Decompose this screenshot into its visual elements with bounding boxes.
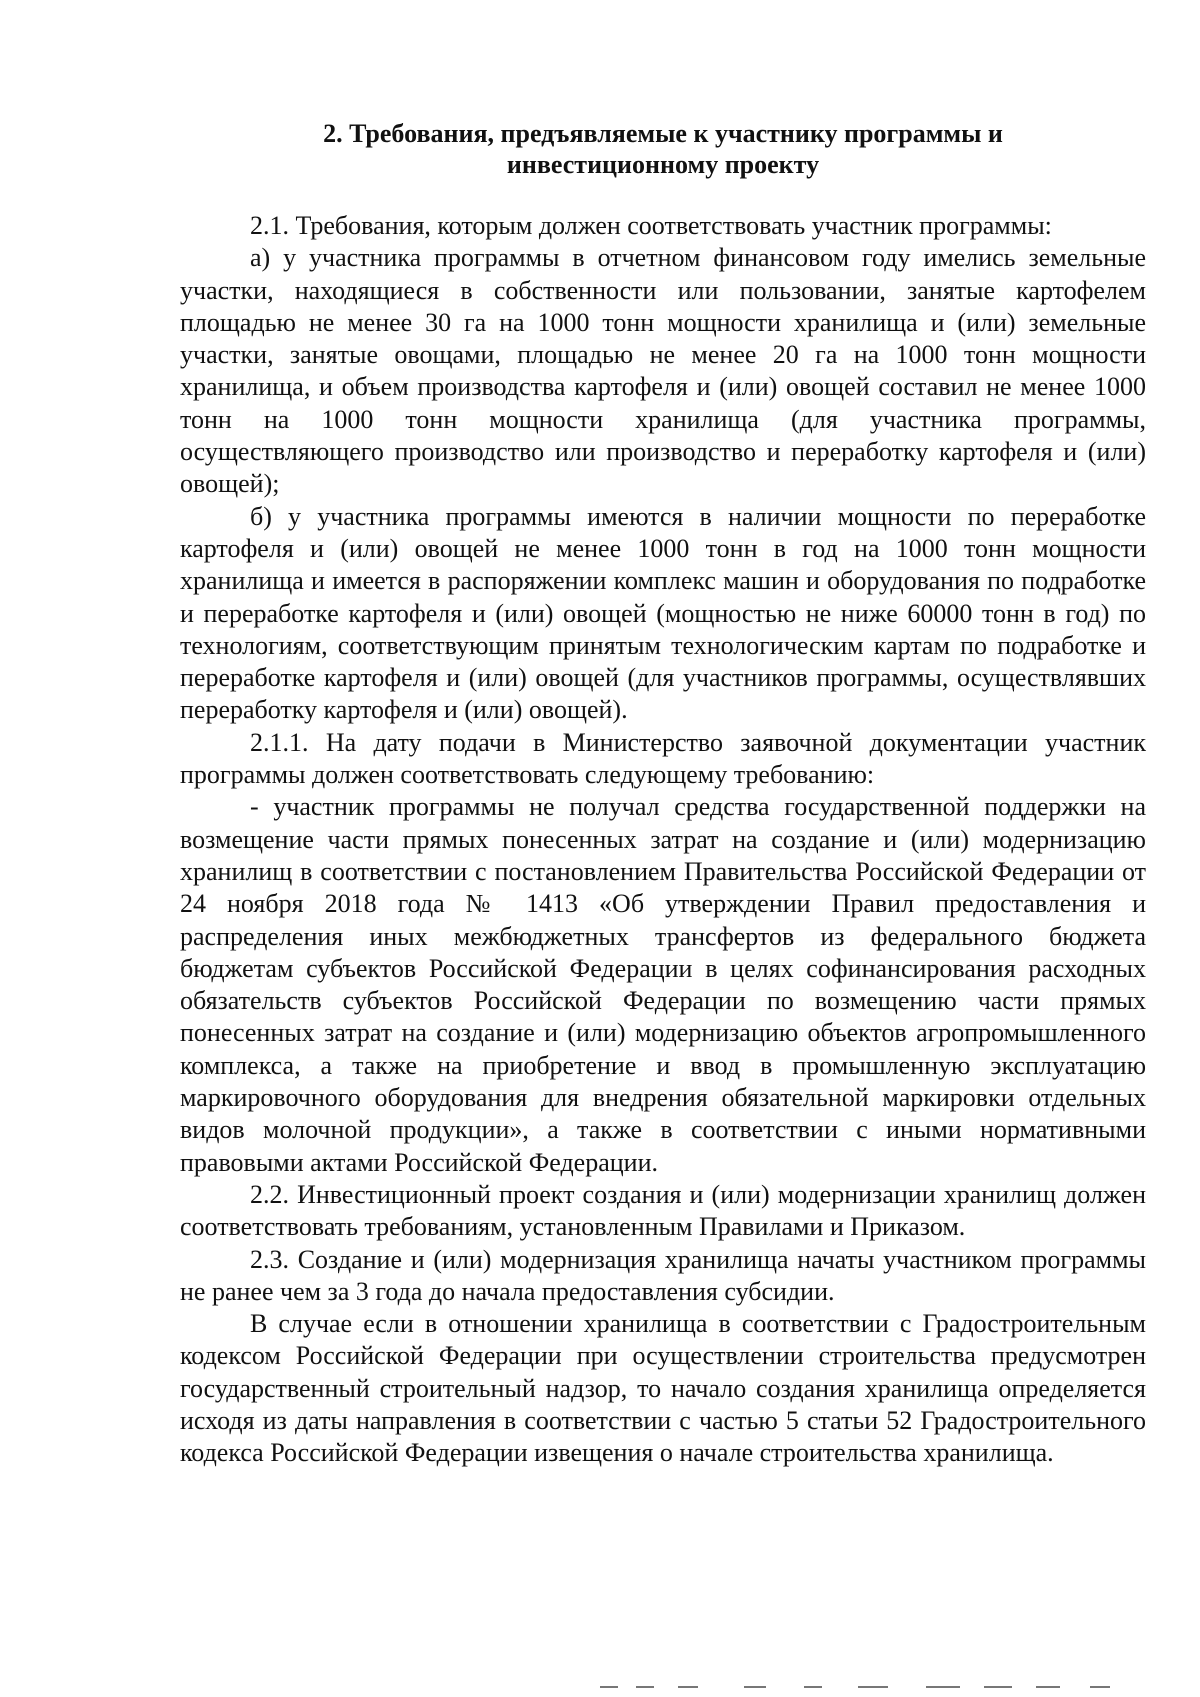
paragraph-2-2: 2.2. Инвестиционный проект создания и (или) модернизации хранилищ должен соответствовать требованиям, установленным Правилами и Приказом. bbox=[180, 1179, 1146, 1242]
document-body bbox=[180, 118, 1146, 1470]
paragraph-construction-start: В случае если в отношении хранилища в соответствии с Градостроительным кодексом Российской Федерации при осуществлении строительства предусмотрен государственный строительный надзор, то начало создания хранилища определяется исходя из даты направления в соответствии с частью 5 статьи 52 Градостроительного кодекса Российской Федерации извещения о начале строительства хранилища. bbox=[180, 1309, 1146, 1468]
section-heading-line-2: инвестиционному проекту bbox=[506, 150, 820, 179]
paragraph-2-1: 2.1. Требования, которым должен соответствовать участник программы: bbox=[250, 211, 1052, 240]
scan-footer-marks bbox=[600, 1686, 1160, 1690]
paragraph-2-1-a: а) у участника программы в отчетном финансовом году имелись земельные участки, находящиеся в собственности или пользовании, занятые картофелем площадью не менее 30 га на 1000 тонн мощности хранилища и (или) земельные участки, занятые овощами, площадью не менее 20 га на 1000 тонн мощности хранилища, и объем производства картофеля и (или) овощей составил не менее 1000 тонн на 1000 тонн мощности хранилища (для участника программы, осуществляющего производство или производство и переработку картофеля и (или) овощей); bbox=[180, 243, 1146, 499]
section-heading bbox=[180, 118, 1146, 180]
paragraph-2-1-1-requirement: - участник программы не получал средства государственной поддержки на возмещение части прямых понесенных затрат на создание и (или) модернизацию хранилищ в соответствии с постановлением Правительства Российской Федерации от 24 ноября 2018 года № 1413 «Об утверждении Правил предоставления и распределения иных межбюджетных трансфертов из федерального бюджета бюджетам субъектов Российской Федерации в целях софинансирования расходных обязательств субъектов Российской Федерации по возмещению части прямых понесенных затрат на создание и (или) модернизацию объектов агропромышленного комплекса, а также на приобретение и ввод в промышленную эксплуатацию маркировочного оборудования для внедрения обязательной маркировки отдельных видов молочной продукции», а также в соответствии с иными нормативными правовыми актами Российской Федерации. bbox=[180, 792, 1146, 1177]
paragraph-2-1-1: 2.1.1. На дату подачи в Министерство заявочной документации участник программы должен соответствовать следующему требованию: bbox=[180, 727, 1146, 790]
paragraph-2-3: 2.3. Создание и (или) модернизация хранилища начаты участником программы не ранее чем за 3 года до начала предоставления субсидии. bbox=[180, 1244, 1146, 1306]
paragraph-2-1-b: б) у участника программы имеются в наличии мощности по переработке картофеля и (или) овощей не менее 1000 тонн в год на 1000 тонн мощности хранилища и имеется в распоряжении комплекс машин и оборудования по подработке и переработке картофеля и (или) овощей (мощностью не ниже 60000 тонн в год) по технологиям, соответствующим принятым технологическим картам по подработке и переработке картофеля и (или) овощей (для участников программы, осуществлявших переработку картофеля и (или) овощей). bbox=[180, 501, 1146, 725]
section-heading-line-1: 2. Требования, предъявляемые к участнику программы и bbox=[323, 119, 1003, 148]
